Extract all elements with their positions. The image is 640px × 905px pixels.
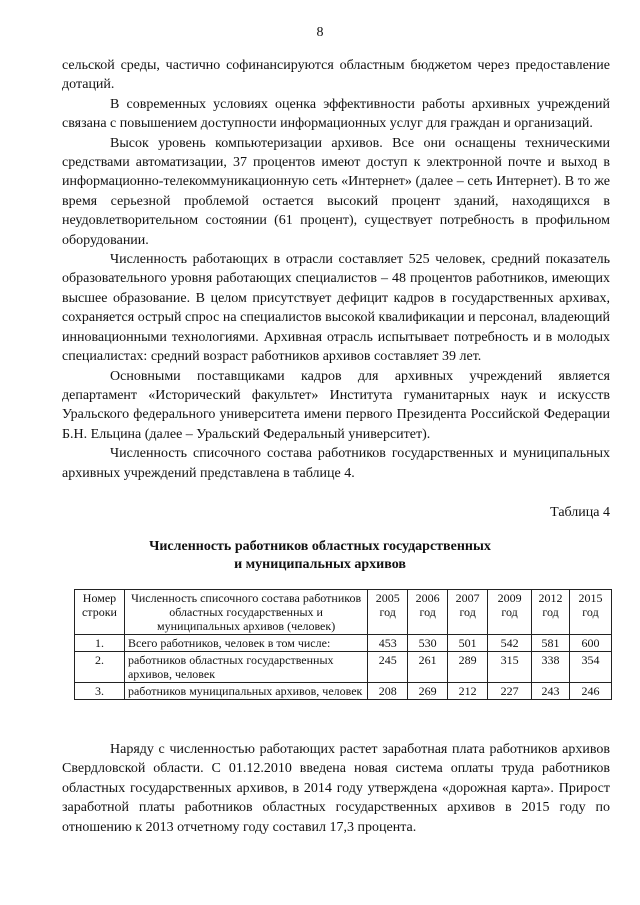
cell-value: 501 [448, 635, 488, 652]
paragraph-6: Численность списочного состава работников государственных и муниципальных архивных учреждений представлена в таблице 4. [62, 446, 610, 481]
closing-paragraph: Наряду с численностью работающих растет заработная плата работников архивов Свердловской области. С 01.12.2010 введена новая система оплаты труда работников областных государственных архивов, в 2014 году утверждена «дорожная карта». Прирост заработной платы работников областных государственных архивов в 2015 году по отношению к 2013 отчетному году составил 17,3 процента. [62, 742, 610, 835]
page-number: 8 [316, 25, 324, 40]
header-row-number: Номер строки [75, 590, 125, 635]
header-year-2006: 2006 год [408, 590, 448, 635]
cell-value: 581 [532, 635, 570, 652]
row-label: работников областных государственных архивов, человек [124, 652, 367, 683]
table-title-line-2: и муниципальных архивов [234, 557, 406, 572]
table-row [75, 683, 612, 700]
row-label: Всего работников, человек в том числе: [124, 635, 367, 652]
table-row [75, 652, 612, 683]
cell-value: 315 [488, 652, 532, 683]
table-header-row [75, 590, 612, 635]
table-caption: Таблица 4 [550, 505, 610, 520]
header-description: Численность списочного состава работников областных государственных и муниципальных архивов (человек) [124, 590, 367, 635]
row-number: 2. [75, 652, 125, 683]
cell-value: 246 [570, 683, 612, 700]
cell-value: 243 [532, 683, 570, 700]
cell-value: 354 [570, 652, 612, 683]
row-label: работников муниципальных архивов, человек [124, 683, 367, 700]
cell-value: 261 [408, 652, 448, 683]
table-row [75, 635, 612, 652]
header-year-2012: 2012 год [532, 590, 570, 635]
paragraph-3: Высок уровень компьютеризации архивов. Все они оснащены техническими средствами автоматизации, 37 процентов имеют доступ к электронной почте и выход в информационно-телекоммуникационную сеть «Интернет» (далее – сеть Интернет). В то же время серьезной проблемой остается высокий процент зданий, находящихся в неудовлетворительном состоянии (61 процент), существует потребность в профильном оборудовании. [62, 135, 610, 248]
cell-value: 227 [488, 683, 532, 700]
paragraph-4: Численность работающих в отрасли составляет 525 человек, средний показатель образовательного уровня работающих специалистов – 48 процентов работников, имеющих высшее образование. В целом присутствует дефицит кадров в государственных архивах, сохраняется острый спрос на специалистов высокой квалификации и персонал, владеющий инновационными технологиями. Архивная отрасль испытывает потребность и в молодых специалистах: средний возраст работников архивов составляет 39 лет. [62, 252, 610, 365]
cell-value: 530 [408, 635, 448, 652]
body-text [62, 56, 610, 483]
closing-text [62, 740, 610, 837]
paragraph-1: сельской среды, частично софинансируются областным бюджетом через предоставление дотаций. [62, 58, 610, 93]
cell-value: 542 [488, 635, 532, 652]
table-title-line-1: Численность работников областных государственных [149, 539, 491, 554]
row-number: 3. [75, 683, 125, 700]
header-year-2005: 2005 год [368, 590, 408, 635]
cell-value: 289 [448, 652, 488, 683]
cell-value: 212 [448, 683, 488, 700]
table-title [0, 538, 640, 574]
staff-table [74, 589, 612, 700]
header-year-2009: 2009 год [488, 590, 532, 635]
paragraph-5: Основными поставщиками кадров для архивных учреждений является департамент «Исторический факультет» Института гуманитарных наук и искусств Уральского федерального университета имени первого Президента Российской Федерации Б.Н. Ельцина (далее – Уральский Федеральный университет). [62, 368, 610, 442]
paragraph-2: В современных условиях оценка эффективности работы архивных учреждений связана с повышением доступности информационных услуг для граждан и организаций. [62, 96, 610, 132]
header-year-2007: 2007 год [448, 590, 488, 635]
cell-value: 245 [368, 652, 408, 683]
cell-value: 453 [368, 635, 408, 652]
cell-value: 600 [570, 635, 612, 652]
header-year-2015: 2015 год [570, 590, 612, 635]
cell-value: 338 [532, 652, 570, 683]
row-number: 1. [75, 635, 125, 652]
cell-value: 208 [368, 683, 408, 700]
cell-value: 269 [408, 683, 448, 700]
